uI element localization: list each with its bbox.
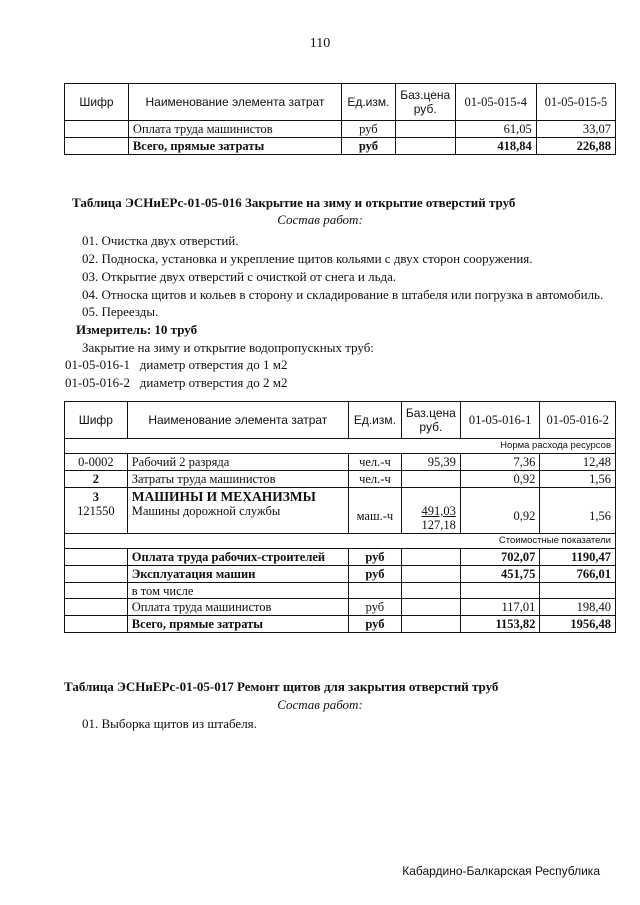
works-subtitle: Состав работ: xyxy=(277,697,363,712)
row-name: Затраты труда машинистов xyxy=(127,471,348,488)
row-code: 0-0002 xyxy=(65,454,128,471)
row-name: Оплата труда рабочих-строителей xyxy=(127,549,348,566)
row-value-1: 61,05 xyxy=(455,121,536,138)
table-row xyxy=(65,599,616,616)
row-unit: руб xyxy=(348,566,401,583)
intro-text: Закрытие на зиму и открытие водопропускных труб: xyxy=(82,340,374,355)
header-base-price: Баз.цена руб. xyxy=(401,402,460,439)
row-name xyxy=(127,488,348,534)
row-code xyxy=(65,488,128,534)
price-top: 491,03 xyxy=(421,504,456,518)
row-name: Эксплуатация машин xyxy=(127,566,348,583)
machine-code: 121550 xyxy=(77,504,115,518)
table-row xyxy=(65,121,616,138)
header-col-1: 01-05-015-4 xyxy=(455,84,536,121)
header-name: Наименование элемента затрат xyxy=(128,84,341,121)
section-title-017: Таблица ЭСНиЕРс-01-05-017 Ремонт щитов для закрытия отверстий труб xyxy=(64,679,499,694)
row-value-2: 198,40 xyxy=(540,599,616,616)
table-header-row xyxy=(65,402,616,439)
work-item: 01. Выборка щитов из штабеля. xyxy=(82,716,257,731)
row-value-1: 418,84 xyxy=(455,138,536,155)
row-unit: руб xyxy=(342,121,396,138)
row-value-2: 766,01 xyxy=(540,566,616,583)
row-value-1: 702,07 xyxy=(460,549,540,566)
table-row xyxy=(65,583,616,599)
work-item: 04. Относка щитов и кольев в сторону и складирование в штабеля или погрузка в автомобиль. xyxy=(82,287,604,302)
header-code: Шифр xyxy=(65,402,128,439)
row-value-2: 226,88 xyxy=(536,138,615,155)
row-value-1: 0,92 xyxy=(460,488,540,534)
code: 01-05-016-1 xyxy=(65,357,130,372)
row-name: Рабочий 2 разряда xyxy=(127,454,348,471)
row-value-2: 33,07 xyxy=(536,121,615,138)
header-col-1: 01-05-016-1 xyxy=(460,402,540,439)
section-title-016: Таблица ЭСНиЕРс-01-05-016 Закрытие на зиму и открытие отверстий труб xyxy=(72,195,516,210)
table-row xyxy=(65,471,616,488)
row-unit: маш.-ч xyxy=(348,488,401,534)
row-price xyxy=(401,488,460,534)
machine-name: Машины дорожной службы xyxy=(131,504,281,518)
row-value-2: 1956,48 xyxy=(540,616,616,633)
table-row xyxy=(65,454,616,471)
row-price: 95,39 xyxy=(401,454,460,471)
header-name: Наименование элемента затрат xyxy=(127,402,348,439)
table-header-row xyxy=(65,84,616,121)
table-row xyxy=(65,138,616,155)
code-line xyxy=(65,357,288,373)
header-code: Шифр xyxy=(65,84,129,121)
row-name: в том числе xyxy=(127,583,348,599)
row-name: Всего, прямые затраты xyxy=(127,616,348,633)
row-name: Оплата труда машинистов xyxy=(128,121,341,138)
code: 01-05-016-2 xyxy=(65,375,130,390)
row-value-1: 451,75 xyxy=(460,566,540,583)
group-name: МАШИНЫ И МЕХАНИЗМЫ xyxy=(131,489,316,504)
work-item: 01. Очистка двух отверстий. xyxy=(82,233,239,248)
table-row xyxy=(65,488,616,534)
header-base-price: Баз.цена руб. xyxy=(395,84,455,121)
work-item: 05. Переезды. xyxy=(82,304,159,319)
table-row xyxy=(65,566,616,583)
row-unit: чел.-ч xyxy=(348,471,401,488)
table-row xyxy=(65,549,616,566)
header-unit: Ед.изм. xyxy=(342,84,396,121)
table-row xyxy=(65,616,616,633)
cost-table-016 xyxy=(64,401,616,633)
row-value-1: 117,01 xyxy=(460,599,540,616)
row-value-2: 1,56 xyxy=(540,471,616,488)
row-unit: чел.-ч xyxy=(348,454,401,471)
header-unit: Ед.изм. xyxy=(348,402,401,439)
row-code: 2 xyxy=(65,471,128,488)
row-unit: руб xyxy=(348,599,401,616)
section-label-row xyxy=(65,439,616,454)
norm-label: Норма расхода ресурсов xyxy=(65,439,616,454)
row-value-1: 1153,82 xyxy=(460,616,540,633)
header-col-2: 01-05-016-2 xyxy=(540,402,616,439)
row-value-2: 12,48 xyxy=(540,454,616,471)
work-item: 03. Открытие двух отверстий с очисткой от снега и льда. xyxy=(82,269,397,284)
row-name: Всего, прямые затраты xyxy=(128,138,341,155)
row-unit: руб xyxy=(342,138,396,155)
header-col-2: 01-05-015-5 xyxy=(536,84,615,121)
code-desc: диаметр отверстия до 2 м2 xyxy=(139,375,288,390)
row-value-2: 1190,47 xyxy=(540,549,616,566)
row-unit: руб xyxy=(348,616,401,633)
code-line xyxy=(65,375,288,391)
code-desc: диаметр отверстия до 1 м2 xyxy=(139,357,288,372)
group-code: 3 xyxy=(92,490,99,504)
cost-label: Стоимостные показатели xyxy=(65,534,616,549)
footer-region: Кабардино-Балкарская Республика xyxy=(402,864,600,878)
row-value-2: 1,56 xyxy=(540,488,616,534)
measure-unit: Измеритель: 10 труб xyxy=(76,322,198,337)
works-subtitle: Состав работ: xyxy=(277,212,363,227)
row-value-1: 7,36 xyxy=(460,454,540,471)
work-item: 02. Подноска, установка и укрепление щитов кольями с двух сторон сооружения. xyxy=(82,251,533,266)
cost-table-015 xyxy=(64,83,616,155)
row-value-1: 0,92 xyxy=(460,471,540,488)
row-unit: руб xyxy=(348,549,401,566)
price-bottom: 127,18 xyxy=(421,518,456,532)
section-label-row xyxy=(65,534,616,549)
row-name: Оплата труда машинистов xyxy=(127,599,348,616)
page-number: 110 xyxy=(309,36,331,51)
